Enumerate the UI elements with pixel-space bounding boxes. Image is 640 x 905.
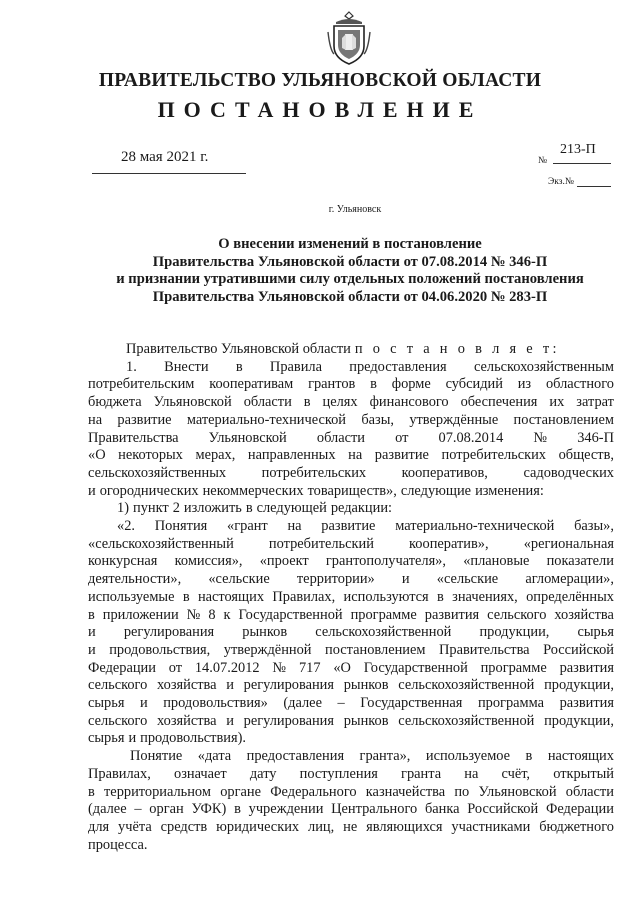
word: территориальном <box>104 783 211 800</box>
word: 346-П <box>577 429 614 446</box>
text-line <box>88 518 614 536</box>
word: рынков <box>242 624 288 641</box>
word: развитие <box>117 411 172 428</box>
word: сельскохозяйственной <box>398 712 535 729</box>
word: товариществ», <box>307 482 397 499</box>
word: агломерации», <box>525 571 614 588</box>
word: на <box>348 447 363 464</box>
word: в <box>525 748 533 765</box>
text-line <box>88 536 614 554</box>
word: юридических <box>216 818 300 835</box>
word: сырья <box>577 624 614 641</box>
word: предоставления <box>349 358 447 375</box>
word: и <box>88 624 96 641</box>
text-line <box>88 819 614 837</box>
word: приложении <box>102 606 179 623</box>
word: Понятие <box>130 748 183 765</box>
word: на <box>88 411 103 428</box>
word: в <box>88 606 95 623</box>
word: Правилах, <box>272 588 336 605</box>
text-line <box>88 394 614 412</box>
word: «сельскохозяйственный <box>88 535 234 552</box>
word: сельского <box>487 606 547 623</box>
word: сельскохозяйственных <box>88 464 227 481</box>
word: базы, <box>361 411 394 428</box>
word: области <box>565 783 614 800</box>
word: 14.07.2012 <box>194 659 260 676</box>
word: Государственная <box>360 695 463 712</box>
word: в <box>437 588 444 605</box>
word: «проект <box>259 553 309 570</box>
word: гранта», <box>359 748 411 765</box>
text-line <box>88 801 614 819</box>
word: целях <box>322 394 358 411</box>
word: программе <box>480 659 547 676</box>
word: № <box>272 659 287 676</box>
word: из <box>517 376 532 393</box>
word: территории» <box>296 571 375 588</box>
word: сельскохозяйственной <box>315 624 452 641</box>
word: материально-технической <box>186 411 347 428</box>
text-line <box>88 553 614 571</box>
word: в <box>235 358 243 375</box>
word: показатели <box>546 553 614 570</box>
word: банка <box>424 801 460 818</box>
word: органе <box>220 783 261 800</box>
word: (далее <box>88 801 127 818</box>
word: для <box>88 818 110 835</box>
word: Ульяновской <box>208 429 287 446</box>
word: деятельности», <box>88 571 182 588</box>
word: продукции, <box>544 677 614 694</box>
word: развития <box>559 659 614 676</box>
word: огороднических <box>99 482 199 499</box>
word: процесса. <box>88 836 148 853</box>
text-line <box>88 500 614 518</box>
word: Правила <box>269 358 322 375</box>
word: их <box>549 394 565 411</box>
word: некоммерческих <box>202 482 304 499</box>
word: «плановые <box>463 553 530 570</box>
word: дату <box>249 765 277 782</box>
word: являющихся <box>366 818 443 835</box>
word: не <box>343 818 358 835</box>
paragraph-quoted-item-2 <box>88 518 614 748</box>
document-body <box>88 341 614 854</box>
word: материально-технической <box>395 518 555 535</box>
word: изложить <box>183 500 242 517</box>
word: Центрального <box>331 801 418 818</box>
word: следующей <box>256 500 327 517</box>
word: программе <box>350 606 417 623</box>
word: кооператив», <box>409 535 489 552</box>
word: в <box>88 783 95 800</box>
word: используются <box>343 588 429 605</box>
word: участниками <box>451 818 531 835</box>
word: «дата <box>197 748 232 765</box>
word: кооперативам <box>209 376 294 393</box>
word: Правительства <box>88 429 179 446</box>
title-line: Правительства Ульяновской области от 07.08.2014 № 346-П <box>152 253 548 270</box>
word: 07.08.2014 <box>438 429 504 446</box>
word: форме <box>391 376 431 393</box>
word: и <box>139 695 148 712</box>
text-line <box>88 695 614 713</box>
word: продукции, <box>479 624 550 641</box>
word: «сельские <box>436 571 499 588</box>
title-line: О внесении изменений в постановление <box>218 236 482 252</box>
word: Российской <box>467 801 539 818</box>
word: обеспечения <box>460 394 538 411</box>
word: развитие <box>374 447 429 464</box>
text-line <box>88 784 614 802</box>
word: базы», <box>574 518 614 535</box>
document-title <box>40 236 640 306</box>
word: Государственной <box>363 659 468 676</box>
title-line: Правительства Ульяновской области от 04.06.2020 № 283-П <box>152 288 548 305</box>
word: комиссия», <box>174 553 243 570</box>
text-line <box>88 607 614 625</box>
number-underline <box>553 163 611 164</box>
paragraph-subitem-1 <box>88 500 614 518</box>
text-line <box>88 589 614 607</box>
word: сырья <box>88 730 125 747</box>
word: и <box>128 730 137 747</box>
word: значениях, <box>452 588 518 605</box>
word: учёта <box>118 818 152 835</box>
word: «2. <box>117 518 135 535</box>
word: 8 <box>208 606 216 623</box>
text-line <box>88 660 614 678</box>
word: некоторых <box>118 447 183 464</box>
word: хозяйства <box>157 712 217 729</box>
word: утверждённой <box>223 641 312 658</box>
copy-number-label: Экз.№ <box>548 177 574 187</box>
text-line <box>88 837 614 855</box>
word: УФК) <box>191 801 227 818</box>
word: – <box>134 801 142 818</box>
word: Федерального <box>270 783 357 800</box>
word: определённых <box>526 588 614 605</box>
word: грантополучателя», <box>325 553 446 570</box>
word: редакции: <box>330 500 393 517</box>
word: настоящих <box>197 588 265 605</box>
word: садоводческих <box>523 464 614 481</box>
word: лиц, <box>308 818 335 835</box>
word: регулирования <box>123 624 215 641</box>
word: областного <box>545 376 614 393</box>
word: в <box>370 376 377 393</box>
word: хозяйства <box>554 606 614 623</box>
word: и <box>88 482 96 499</box>
word: бюджета <box>88 394 142 411</box>
word: орган <box>149 801 184 818</box>
text-line <box>88 766 614 784</box>
word: предоставления <box>246 748 345 765</box>
document-number: 213-П <box>560 142 596 157</box>
word: хозяйства <box>157 677 217 694</box>
word: 2 <box>172 500 180 517</box>
word: кооперативов, <box>401 464 488 481</box>
text-line <box>88 359 614 377</box>
word: сельского <box>88 677 148 694</box>
word: сельскохозяйственной <box>398 677 535 694</box>
word: Понятия <box>154 518 208 535</box>
word: направленных <box>247 447 336 464</box>
word: мерах, <box>195 447 236 464</box>
word: следующие <box>400 482 472 499</box>
word: потребительский <box>268 535 374 552</box>
word: 1. <box>126 358 137 375</box>
word: продовольствия). <box>140 730 246 747</box>
text-line <box>88 713 614 731</box>
text-line <box>88 376 614 394</box>
word: Федерации <box>88 659 156 676</box>
word: «О <box>88 447 106 464</box>
opening-line <box>88 341 614 359</box>
word: и <box>88 641 96 658</box>
word: «грант <box>227 518 268 535</box>
word: гранта <box>401 765 442 782</box>
text-line <box>88 430 614 448</box>
word: используемые <box>88 588 175 605</box>
word: на <box>464 765 479 782</box>
word: «региональная <box>523 535 614 552</box>
word: и <box>401 571 410 588</box>
word: Федерации <box>545 801 614 818</box>
word: настоящих <box>547 748 614 765</box>
word: бюджетного <box>539 818 614 835</box>
text-line <box>88 571 614 589</box>
word: Внести <box>164 358 209 375</box>
text-line <box>88 465 614 483</box>
word: открытый <box>553 765 614 782</box>
word: 717 <box>298 659 321 676</box>
document-type: ПОСТАНОВЛЕНИЕ <box>157 97 483 122</box>
word: грантов <box>308 376 356 393</box>
word: казначейства <box>365 783 446 800</box>
word: субсидий <box>445 376 503 393</box>
word: Ульяновской <box>478 783 557 800</box>
text-line <box>88 748 614 766</box>
text-line <box>88 624 614 642</box>
word: утверждённые <box>409 411 499 428</box>
word: Российской <box>543 641 614 658</box>
word: затрат <box>576 394 614 411</box>
word: развитие <box>321 518 376 535</box>
title-line: и признании утратившими силу отдельных положений постановления <box>116 271 584 288</box>
word: потребительских <box>441 447 546 464</box>
word: регулирования <box>243 712 334 729</box>
word: означает <box>174 765 227 782</box>
copy-number-underline <box>577 186 611 187</box>
word: поступления <box>299 765 378 782</box>
word: от <box>395 429 409 446</box>
word: постановлением <box>513 411 614 428</box>
date-underline <box>92 173 246 174</box>
word: рынков <box>343 677 389 694</box>
word: сырья <box>88 695 125 712</box>
word: – <box>337 695 345 712</box>
text-line <box>88 730 614 748</box>
word: в <box>303 394 311 411</box>
text-line <box>88 677 614 695</box>
paragraph-item-1 <box>88 359 614 501</box>
word: «сельские <box>208 571 270 588</box>
text-line <box>88 447 614 465</box>
word: в <box>245 500 253 517</box>
word: продукции, <box>544 712 614 729</box>
text-line <box>88 412 614 430</box>
opening-verb: п о с т а н о в л я е т: <box>354 341 560 357</box>
word: используемое <box>425 748 511 765</box>
word: рынков <box>343 712 389 729</box>
word: сельского <box>88 712 148 729</box>
paragraph-grant-date <box>88 748 614 854</box>
word: в <box>234 801 241 818</box>
text-line <box>88 483 614 501</box>
word: сельскохозяйственным <box>473 358 614 375</box>
word: Государственной <box>238 606 343 623</box>
word: продовольствия, <box>109 641 211 658</box>
word: Правилах, <box>88 765 151 782</box>
coat-of-arms-icon <box>326 10 372 66</box>
word: Правительства <box>439 641 530 658</box>
word: финансового <box>369 394 449 411</box>
word: постановлением <box>325 641 426 658</box>
word: к <box>223 606 231 623</box>
word: Ульяновской <box>153 394 232 411</box>
word: потребительских <box>261 464 367 481</box>
word: изменения: <box>475 482 544 499</box>
city-name: г. Ульяновск <box>328 204 382 215</box>
document-date: 28 мая 2021 г. <box>121 149 209 165</box>
word: по <box>454 783 470 800</box>
word: учреждении <box>248 801 324 818</box>
word: средств <box>160 818 208 835</box>
word: продовольствия» <box>163 695 268 712</box>
word: в <box>182 588 190 605</box>
word: на <box>287 518 302 535</box>
word: программа <box>477 695 545 712</box>
word: № <box>533 429 548 446</box>
word: пункт <box>133 500 169 517</box>
word: от <box>168 659 183 676</box>
word: 1) <box>117 500 129 517</box>
word: области <box>316 429 365 446</box>
word: (далее <box>283 695 322 712</box>
word: области <box>243 394 292 411</box>
word: развития <box>424 606 480 623</box>
number-label: № <box>538 156 548 166</box>
word: потребительским <box>88 376 195 393</box>
text-line <box>88 642 614 660</box>
word: обществ, <box>558 447 614 464</box>
word: «О <box>333 659 351 676</box>
word: регулирования <box>243 677 334 694</box>
word: и <box>226 712 234 729</box>
word: и <box>226 677 234 694</box>
word: развития <box>559 695 614 712</box>
word: № <box>186 606 201 623</box>
organization-name: ПРАВИТЕЛЬСТВО УЛЬЯНОВСКОЙ ОБЛАСТИ <box>98 70 542 91</box>
word: счёт, <box>501 765 531 782</box>
opening-subject: Правительство Ульяновской области <box>126 341 351 357</box>
word: конкурсная <box>88 553 158 570</box>
